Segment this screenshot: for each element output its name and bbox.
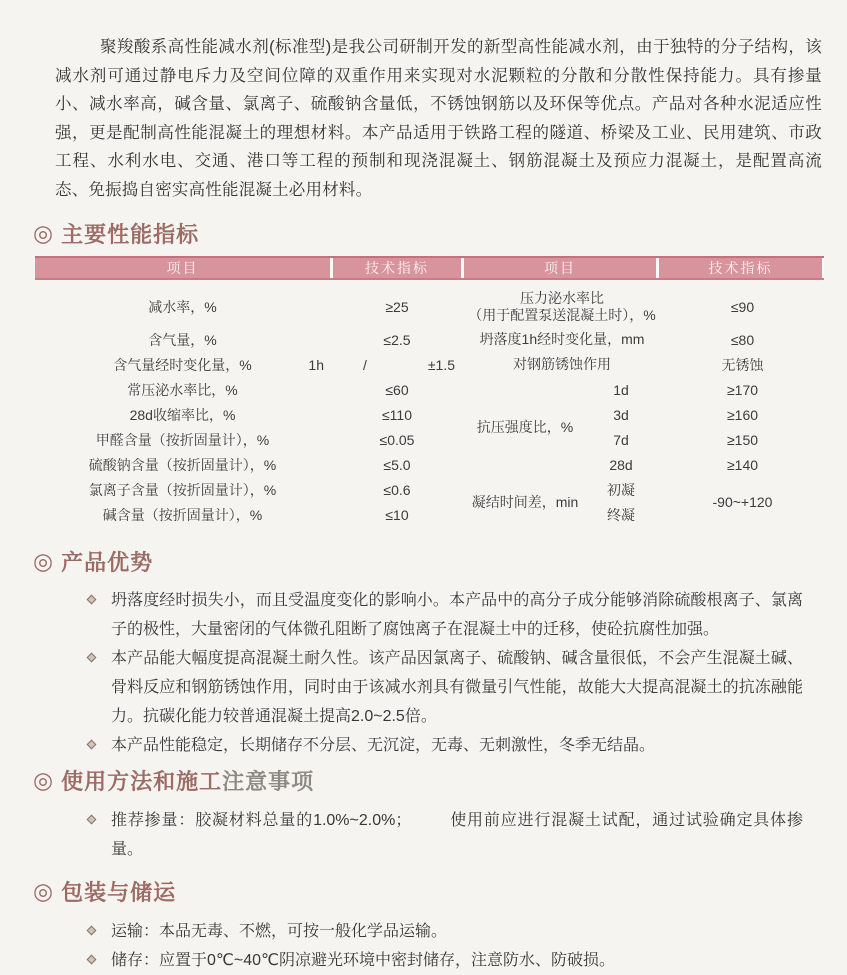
section-title-usage-main: 使用方法和施工 — [61, 769, 223, 794]
row-label: 含气量，% — [148, 331, 217, 348]
table-header-cell: 项目 — [464, 258, 656, 278]
list-item — [88, 917, 803, 946]
group-label: 凝结时间差，min — [471, 494, 579, 510]
table-row — [35, 502, 461, 527]
table-row — [35, 402, 461, 427]
performance-table — [35, 256, 824, 527]
row-value: ≤80 — [730, 331, 755, 348]
advantage-text: 坍落度经时损失小，而且受温度变化的影响小。本产品中的高分子成分能够消除硫酸根离子、氯离子的极性，大量密闭的气体微孔阻断了腐蚀离子在混凝土中的迁移，使砼抗腐性加强。 — [111, 592, 803, 638]
row-value: ≤110 — [381, 406, 412, 423]
table-row — [35, 352, 461, 377]
setting-time-group — [466, 477, 824, 527]
advantage-text: 本产品能大幅度提高混凝土耐久性。该产品因氯离子、硫酸钠、碱含量很低，不会产生混凝土碱、骨料反应和钢筋锈蚀作用，同时由于该减水剂具有微量引气性能，故能大大提高混凝土的抗冻融能力。抗碳化能力较普通混凝土提高2.0~2.5倍。 — [111, 650, 803, 725]
row-value: ≤90 — [730, 299, 755, 315]
row-label — [35, 355, 330, 375]
row-value — [333, 357, 461, 373]
section-title-performance: 主要性能指标 — [61, 222, 200, 247]
section-header-performance — [33, 218, 822, 249]
row-value: ≤10 — [385, 506, 409, 523]
group-sublabel: 28d — [609, 456, 633, 473]
section-title-advantages: 产品优势 — [61, 550, 154, 575]
table-row — [35, 327, 461, 352]
group-value: ≥160 — [726, 406, 759, 423]
section-header-packaging — [33, 876, 822, 907]
section-title-packaging: 包装与储运 — [61, 880, 177, 905]
advantage-text: 本产品性能稳定，长期储存不分层、无沉淀，无毒、无刺激性，冬季无结晶。 — [111, 737, 656, 754]
list-item — [88, 586, 803, 644]
table-row — [466, 287, 824, 327]
diamond-bullet-icon — [87, 740, 97, 750]
transport-text: 运输：本品无毒、不燃，可按一般化学品运输。 — [111, 923, 448, 940]
storage-text: 储存：应置于0℃~40℃阴凉避光环境中密封储存，注意防水、防破损。 — [111, 952, 615, 969]
row-label-line2: （用于配置泵送混凝土时），% — [468, 307, 656, 323]
section-circle-icon: ◎ — [33, 878, 55, 904]
group-sublabel: 3d — [613, 406, 629, 423]
diamond-bullet-icon — [87, 815, 97, 825]
group-value: ≥150 — [726, 431, 759, 448]
section-circle-icon: ◎ — [33, 220, 55, 246]
row-label: 碱含量（按折固量计），% — [102, 506, 263, 523]
section-title-usage-tail: 注意事项 — [222, 769, 315, 794]
row-label: 常压泌水率比，% — [127, 381, 238, 398]
table-right-half — [466, 287, 824, 527]
row-label: 坍落度1h经时变化量，mm — [479, 331, 645, 347]
section-header-usage — [33, 765, 822, 796]
usage-text — [111, 806, 803, 864]
row-label: 硫酸钠含量（按折固量计），% — [88, 456, 277, 473]
group-label: 抗压强度比，% — [476, 419, 574, 435]
row-value: ≤2.5 — [383, 331, 411, 348]
table-row — [35, 287, 461, 327]
list-item — [88, 806, 803, 864]
table-body — [35, 280, 824, 527]
usage-list — [88, 806, 803, 864]
group-sublabel: 7d — [613, 431, 629, 448]
table-row — [35, 377, 461, 402]
row-label: 28d收缩率比，% — [129, 406, 236, 423]
group-value: -90~+120 — [712, 494, 773, 510]
row-label-line1: 压力泌水率比 — [520, 290, 604, 306]
advantages-list — [88, 586, 803, 760]
table-row — [466, 327, 824, 352]
group-value: ≥170 — [726, 381, 759, 398]
table-header-cell: 项目 — [35, 258, 330, 278]
list-item — [88, 946, 803, 975]
strength-ratio-group — [466, 377, 824, 477]
row-value: ≤60 — [385, 381, 409, 398]
list-item — [88, 644, 803, 731]
diamond-bullet-icon — [87, 926, 97, 936]
group-sublabel: 终凝 — [607, 506, 635, 523]
section-circle-icon: ◎ — [33, 767, 55, 793]
row-label: 氯离子含量（按折固量计），% — [88, 481, 277, 498]
row-value-a: / — [363, 356, 367, 373]
table-header-cell: 技术指标 — [333, 258, 461, 278]
intro-paragraph: 聚羧酸系高性能减水剂(标准型)是我公司研制开发的新型高性能减水剂，由于独特的分子结构，该减水剂可通过静电斥力及空间位障的双重作用来实现对水泥颗粒的分散和分散性保持能力。具有掺量小、减水率高，碱含量、氯离子、硫酸钠含量低，不锈蚀钢筋以及环保等优点。产品对各种水泥适应性强，更是配制高性能混凝土的理想材料。本产品适用于铁路工程的隧道、桥梁及工业、民用建筑、市政工程、水利水电、交通、港口等工程的预制和现浇混凝土、钢筋混凝土及预应力混凝土，是配置高流态、免振捣自密实高性能混凝土必用材料。 — [55, 38, 822, 199]
row-value: ≤5.0 — [383, 456, 411, 473]
group-value: ≥140 — [726, 456, 759, 473]
row-label-text: 含气量经时变化量，% — [113, 356, 252, 373]
table-row — [35, 477, 461, 502]
table-row — [35, 427, 461, 452]
table-header-cell: 技术指标 — [659, 258, 822, 278]
diamond-bullet-icon — [87, 653, 97, 663]
row-value: ≤0.6 — [383, 481, 411, 498]
table-row — [35, 452, 461, 477]
row-value: 无锈蚀 — [721, 356, 764, 373]
row-sublabel: 1h — [308, 356, 324, 373]
group-sublabel: 1d — [613, 381, 629, 398]
group-sublabels — [584, 477, 658, 527]
diamond-bullet-icon — [87, 595, 97, 605]
trial-mix-note: 使用前应进行混凝土试配，通过试验确定具体掺量。 — [111, 812, 803, 858]
section-circle-icon: ◎ — [33, 548, 55, 574]
row-label: 甲醛含量（按折固量计），% — [95, 431, 270, 448]
group-sublabels — [584, 377, 658, 477]
table-header-row — [35, 256, 824, 280]
row-value: ≤0.05 — [379, 431, 415, 448]
packaging-list — [88, 917, 803, 975]
row-label: 减水率，% — [148, 299, 217, 315]
dosage-recommendation: 推荐掺量：胶凝材料总量的1.0%~2.0%； — [111, 812, 412, 829]
table-row — [466, 352, 824, 377]
row-value-b: ±1.5 — [427, 356, 455, 373]
section-header-advantages — [33, 546, 822, 577]
row-label — [466, 290, 658, 324]
table-left-half — [35, 287, 461, 527]
row-label: 对钢筋锈蚀作用 — [513, 356, 611, 372]
diamond-bullet-icon — [87, 955, 97, 965]
group-sublabel: 初凝 — [607, 481, 635, 498]
list-item — [88, 731, 803, 760]
group-values — [661, 377, 824, 477]
row-value: ≥25 — [385, 299, 409, 315]
